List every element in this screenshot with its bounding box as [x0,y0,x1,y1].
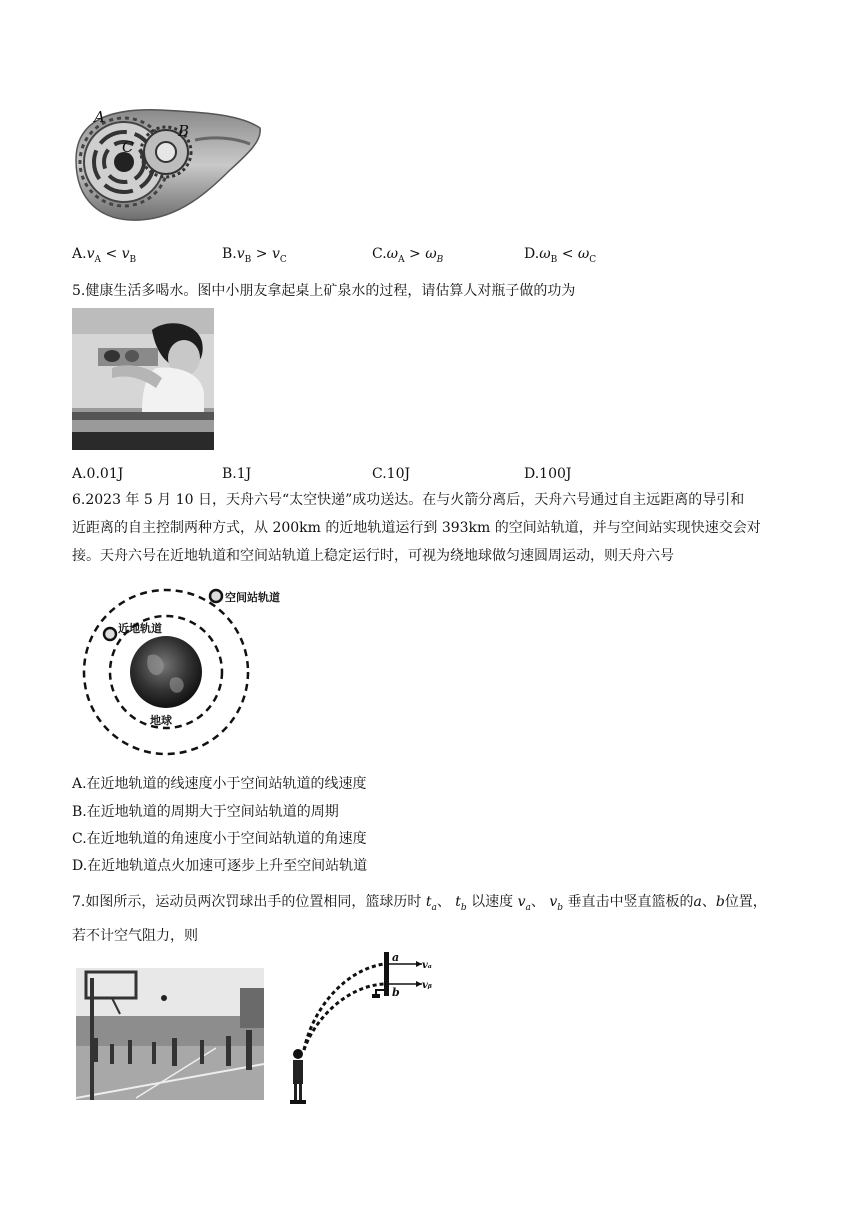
point-a-label: a [392,951,400,964]
q5-option-a[interactable]: A.0.01J [72,466,124,482]
q6-option-a[interactable]: A.在近地轨道的线速度小于空间站轨道的线速度 [72,776,367,792]
q5-option-c[interactable]: C.10J [372,466,411,482]
tape-dispenser-photo [70,100,262,228]
earth-icon [130,636,202,708]
child-drinking-photo [72,308,214,450]
q6-option-b[interactable]: B.在近地轨道的周期大于空间站轨道的周期 [72,804,339,820]
q4-option-d[interactable]: $D.\omega_B < \omega_C$ [524,246,597,265]
backboard [384,952,389,996]
q6-stem-line-2: 近距离的自主控制两种方式，从 200km 的近地轨道运行到 393km 的空间站轨道，并与空间站实现快速交会对 [72,520,761,536]
near-orbit-craft-icon [104,628,116,640]
gear-label-a: A [94,108,105,126]
q4-option-a[interactable]: $A.v_A < v_B$ [72,246,137,265]
point-b-label: b [392,986,400,999]
q6-stem-line-1: 6.2023 年 5 月 10 日，天舟六号“太空快递”成功送达。在与火箭分离后，天舟六号通过自主远距离的导引和 [72,492,745,508]
q7-stem-line-2: 若不计空气阻力，则 [72,928,198,944]
inner-orbit-label: 近地轨道 [118,622,162,635]
q6-option-c[interactable]: C.在近地轨道的角速度小于空间站轨道的角速度 [72,831,367,847]
q6-stem-line-3: 接。天舟六号在近地轨道和空间站轨道上稳定运行时，可视为绕地球做匀速圆周运动，则天舟六号 [72,548,674,564]
q5-option-d[interactable]: D.100J [524,466,572,482]
orbit-diagram [68,580,298,760]
q4-option-b[interactable]: $B.v_B > v_C$ [222,246,287,265]
velocity-a-label: vₐ [422,960,432,971]
velocity-b-label: vᵦ [422,980,432,991]
earth-label: 地球 [150,714,172,727]
outer-orbit-label: 空间站轨道 [225,591,280,604]
q6-option-d[interactable]: D.在近地轨道点火加速可逐步上升至空间站轨道 [72,858,368,874]
space-station-icon [210,590,222,602]
q5-option-b[interactable]: B.1J [222,466,252,482]
gear-label-b: B [178,122,190,140]
player-figure [290,1049,306,1104]
free-throw-trajectory-diagram [284,950,444,1106]
q4-option-c[interactable]: $C.\omega_A > \omega_B$ [372,246,444,265]
gear-label-c: C [122,138,134,156]
q7-stem-line-1: 7.如图所示，运动员两次罚球出手的位置相同，篮球历时 $t_a$、 $t_b$ 以速度 $v_a$、 $v_b$ 垂直击中竖直篮板的a、b位置， [72,894,767,913]
basketball-court-photo [76,968,264,1100]
q5-stem: 5.健康生活多喝水。图中小朋友拿起桌上矿泉水的过程，请估算人对瓶子做的功为 [72,283,576,299]
